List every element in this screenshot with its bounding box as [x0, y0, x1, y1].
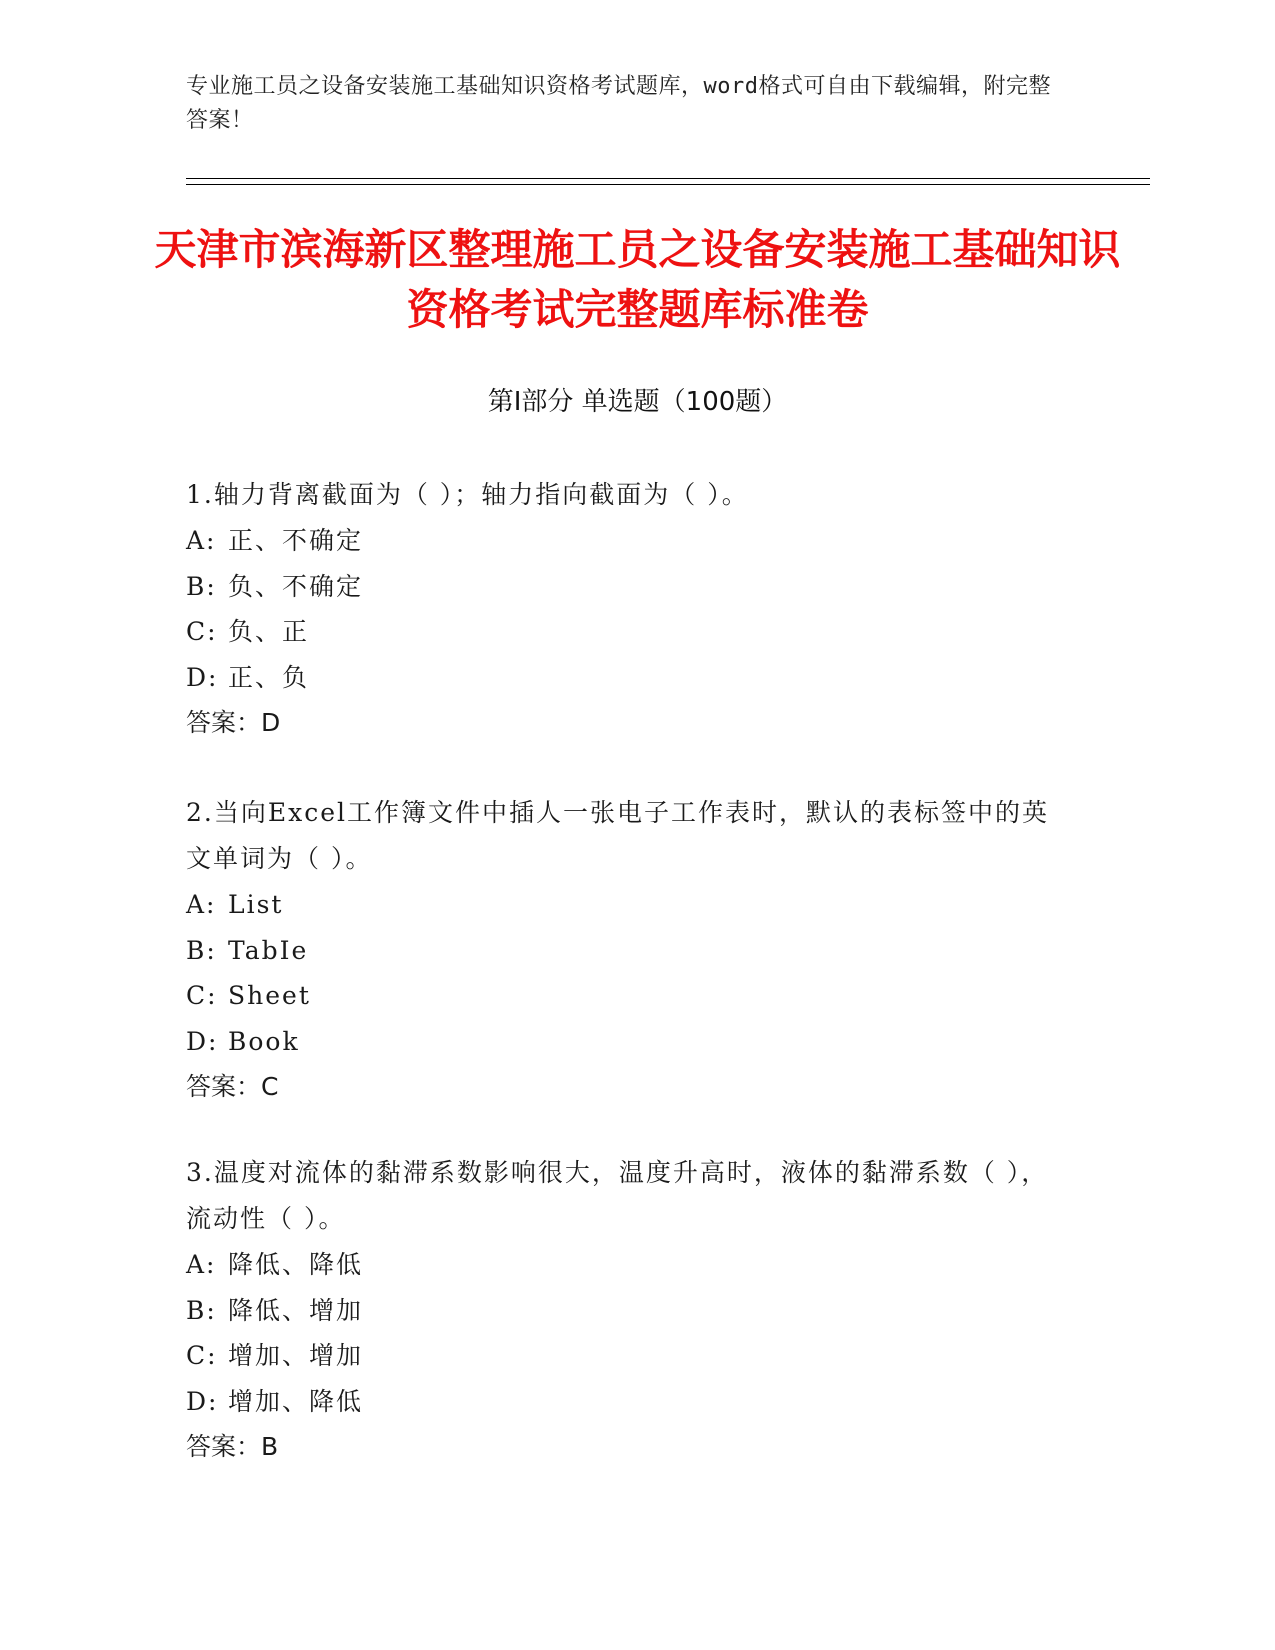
option-d [186, 1379, 1056, 1425]
option-text: 正、不确定 [228, 526, 364, 555]
option-d [186, 655, 1056, 701]
option-letter: B: [186, 935, 217, 965]
option-c [186, 973, 1056, 1019]
option-a [186, 518, 1056, 564]
header-note: 专业施工员之设备安装施工基础知识资格考试题库，word格式可自由下载编辑，附完整答案！ [186, 74, 1051, 133]
header-divider-top [186, 178, 1150, 179]
option-letter: A: [186, 1250, 217, 1279]
answer-line: 答案：D [186, 708, 281, 737]
answer-line: 答案：B [186, 1432, 279, 1461]
option-text: 降低、增加 [228, 1295, 364, 1325]
option-b [186, 1288, 1056, 1334]
question-stem: 1.轴力背离截面为（ ）；轴力指向截面为（ ）。 [186, 480, 749, 509]
question-1 [186, 472, 1056, 746]
option-letter: D: [186, 662, 219, 692]
option-letter: B: [186, 571, 217, 601]
question-2 [186, 790, 1056, 1110]
option-letter: C: [186, 981, 218, 1010]
option-b [186, 928, 1056, 974]
question-stem: 3.温度对流体的黏滞系数影响很大，温度升高时，液体的黏滞系数（ ），流动性（ ）。 [186, 1158, 1049, 1233]
option-letter: A: [186, 890, 217, 919]
option-text: Sheet [228, 981, 311, 1010]
option-a [186, 1242, 1056, 1288]
option-text: 增加、增加 [228, 1341, 364, 1370]
option-letter: D: [186, 1026, 219, 1056]
document-title: 天津市滨海新区整理施工员之设备安装施工基础知识资格考试完整题库标准卷 [154, 225, 1121, 334]
option-d [186, 1019, 1056, 1065]
option-text: Book [228, 1026, 300, 1056]
option-text: TabIe [228, 935, 309, 965]
section-title: 第Ⅰ部分 单选题（100题） [487, 387, 788, 417]
option-letter: A: [186, 526, 217, 555]
option-a [186, 882, 1056, 928]
question-3 [186, 1150, 1056, 1470]
option-text: 降低、降低 [228, 1250, 364, 1279]
option-letter: C: [186, 1341, 218, 1370]
option-text: List [228, 890, 284, 919]
header-divider-bottom [186, 184, 1150, 185]
option-text: 负、正 [228, 617, 310, 646]
option-c [186, 1333, 1056, 1379]
option-letter: B: [186, 1295, 217, 1325]
option-text: 增加、降低 [228, 1386, 364, 1416]
question-stem: 2.当向Excel工作簿文件中插人一张电子工作表时，默认的表标签中的英文单词为（ ）。 [186, 798, 1049, 873]
option-text: 负、不确定 [228, 571, 364, 601]
answer-line: 答案：C [186, 1072, 279, 1101]
option-letter: C: [186, 617, 218, 646]
option-text: 正、负 [228, 662, 310, 692]
option-c [186, 609, 1056, 655]
option-letter: D: [186, 1386, 219, 1416]
option-b [186, 564, 1056, 610]
